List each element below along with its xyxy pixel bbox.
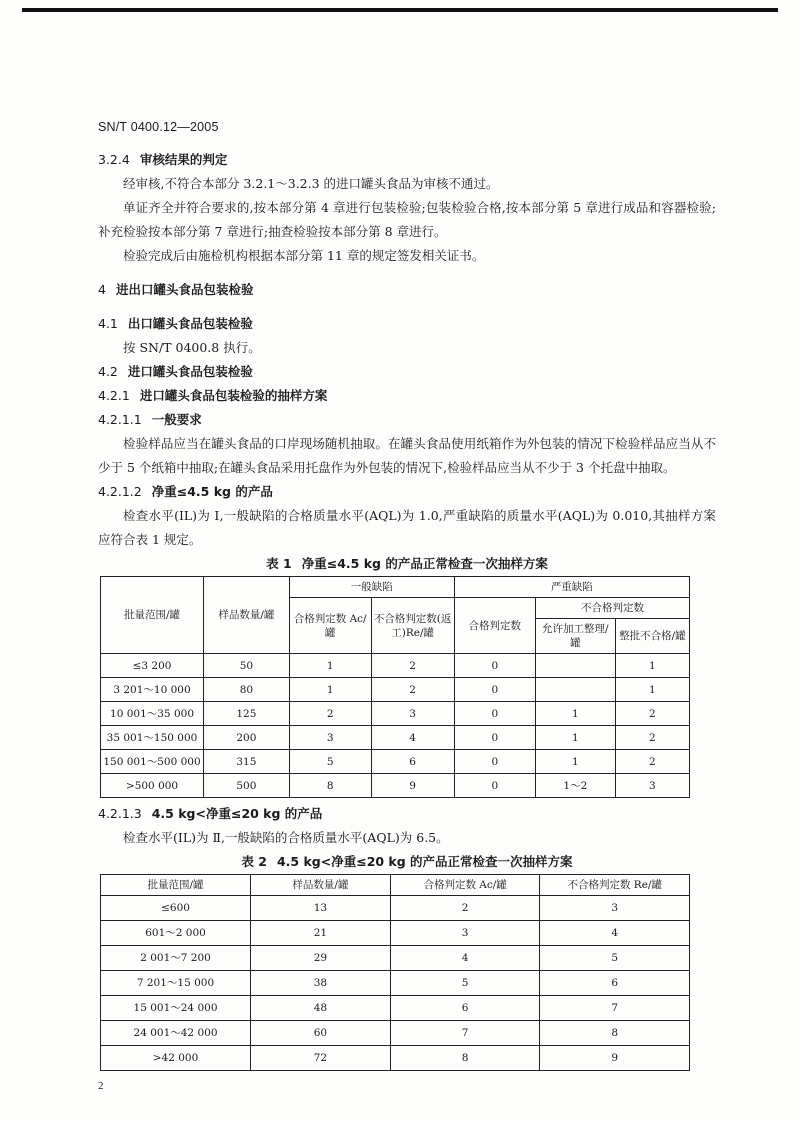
section-number: 3.2.4 [98, 152, 130, 167]
heading-4-2-1-3 [98, 802, 716, 826]
cell: >500 000 [101, 774, 204, 798]
cell: 10 001～35 000 [101, 702, 204, 726]
cell: 7 [390, 1021, 540, 1046]
cell: 4 [540, 921, 690, 946]
cell: 50 [204, 654, 290, 678]
cell: 4 [371, 726, 454, 750]
cell: 2 [390, 896, 540, 921]
table-2-caption [98, 850, 716, 874]
top-rule [22, 8, 778, 12]
table-label: 表 2 [241, 854, 267, 869]
cell: 5 [540, 946, 690, 971]
section-number: 4.2.1.3 [98, 806, 142, 821]
cell: 0 [454, 750, 535, 774]
cell: 1 [289, 654, 371, 678]
header-ac: 合格判定数 Ac/罐 [390, 875, 540, 896]
cell: 6 [371, 750, 454, 774]
table-title: 4.5 kg<净重≤20 kg 的产品正常检查一次抽样方案 [276, 854, 573, 869]
page-number: 2 [98, 1080, 104, 1092]
cell: 0 [454, 654, 535, 678]
cell: 2 [371, 654, 454, 678]
table-row [101, 971, 690, 996]
section-number: 4.2.1.2 [98, 484, 142, 499]
table-title: 净重≤4.5 kg 的产品正常检查一次抽样方案 [301, 556, 548, 571]
cell: 1 [615, 678, 689, 702]
cell: 125 [204, 702, 290, 726]
header-sample: 样品数量/罐 [251, 875, 391, 896]
cell: 72 [251, 1046, 391, 1071]
header-general-ac: 合格判定数 Ac/罐 [289, 598, 371, 654]
cell [535, 678, 615, 702]
heading-4-2 [98, 360, 716, 384]
table-1-caption [98, 552, 716, 576]
section-title: 一般要求 [151, 412, 202, 427]
cell: 150 001～500 000 [101, 750, 204, 774]
cell: 601～2 000 [101, 921, 251, 946]
cell: 2 [371, 678, 454, 702]
cell: 80 [204, 678, 290, 702]
table-row [101, 678, 690, 702]
table-row [101, 750, 690, 774]
section-number: 4.2.1.1 [98, 412, 142, 427]
section-title: 进口罐头食品包装检验 [127, 364, 253, 379]
cell: 5 [289, 750, 371, 774]
heading-4-2-1 [98, 384, 716, 408]
cell: 6 [390, 996, 540, 1021]
cell: 48 [251, 996, 391, 1021]
paragraph: 单证齐全并符合要求的,按本部分第 4 章进行包装检验;包装检验合格,按本部分第 5 章进行成品和容器检验;补充检验按本部分第 7 章进行;抽查检验按本部分第 8 章进行。 [98, 200, 716, 239]
cell: 0 [454, 726, 535, 750]
cell: 0 [454, 774, 535, 798]
cell: 0 [454, 702, 535, 726]
paragraph: 检查水平(IL)为 Ⅱ,一般缺陷的合格质量水平(AQL)为 6.5。 [123, 830, 449, 845]
cell: 24 001～42 000 [101, 1021, 251, 1046]
cell: 5 [390, 971, 540, 996]
cell: 1 [535, 750, 615, 774]
section-number: 4.2.1 [98, 388, 130, 403]
cell: 7 201～15 000 [101, 971, 251, 996]
cell: 2 [615, 726, 689, 750]
heading-4-1 [98, 312, 716, 336]
header-severe-re: 不合格判定数 [535, 598, 689, 619]
table-row [101, 946, 690, 971]
paragraph: 按 SN/T 0400.8 执行。 [123, 340, 261, 355]
table-row [101, 726, 690, 750]
section-title: 净重≤4.5 kg 的产品 [151, 484, 273, 499]
header-sample: 样品数量/罐 [204, 577, 290, 654]
table-2 [100, 874, 690, 1071]
cell: 2 [289, 702, 371, 726]
cell: 3 [390, 921, 540, 946]
section-number: 4.2 [98, 364, 118, 379]
cell: 200 [204, 726, 290, 750]
cell: 1 [289, 678, 371, 702]
table-row [101, 1046, 690, 1071]
section-title: 4.5 kg<净重≤20 kg 的产品 [151, 806, 323, 821]
cell: ≤3 200 [101, 654, 204, 678]
heading-4-2-1-2 [98, 480, 716, 504]
cell: 500 [204, 774, 290, 798]
cell: 6 [540, 971, 690, 996]
paragraph: 检查水平(IL)为 Ⅰ,一般缺陷的合格质量水平(AQL)为 1.0,严重缺陷的质量水平(AQL)为 0.010,其抽样方案应符合表 1 规定。 [98, 508, 716, 547]
section-number: 4 [98, 282, 106, 297]
cell [535, 654, 615, 678]
table-row [101, 774, 690, 798]
section-title: 进口罐头食品包装检验的抽样方案 [139, 388, 328, 403]
cell: 15 001～24 000 [101, 996, 251, 1021]
section-number: 4.1 [98, 316, 118, 331]
heading-4-2-1-1 [98, 408, 716, 432]
cell: >42 000 [101, 1046, 251, 1071]
header-severe: 严重缺陷 [454, 577, 689, 598]
cell: 21 [251, 921, 391, 946]
cell: 1 [535, 702, 615, 726]
header-general-re: 不合格判定数(返工)Re/罐 [371, 598, 454, 654]
cell: 13 [251, 896, 391, 921]
paragraph: 经审核,不符合本部分 3.2.1～3.2.3 的进口罐头食品为审核不通过。 [123, 176, 499, 191]
table-row [101, 654, 690, 678]
cell: 60 [251, 1021, 391, 1046]
cell: 2 001～7 200 [101, 946, 251, 971]
cell: 1～2 [535, 774, 615, 798]
paragraph: 检验样品应当在罐头食品的口岸现场随机抽取。在罐头食品使用纸箱作为外包装的情况下检验样品应当从不少于 5 个纸箱中抽取;在罐头食品采用托盘作为外包装的情况下,检验样品应当从不少于 3 个托盘中抽取。 [98, 436, 716, 475]
heading-3-2-4 [98, 148, 716, 172]
table-row [101, 702, 690, 726]
cell: 1 [535, 726, 615, 750]
cell: 315 [204, 750, 290, 774]
cell: 3 [615, 774, 689, 798]
header-re: 不合格判定数 Re/罐 [540, 875, 690, 896]
table-label: 表 1 [266, 556, 292, 571]
table-1 [100, 576, 690, 798]
section-title: 进出口罐头食品包装检验 [115, 282, 254, 297]
cell: 3 [371, 702, 454, 726]
paragraph: 检验完成后由施检机构根据本部分第 11 章的规定签发相关证书。 [123, 248, 485, 263]
header-lot: 批量范围/罐 [101, 577, 204, 654]
table-row [101, 996, 690, 1021]
cell: 3 [289, 726, 371, 750]
heading-4 [98, 278, 716, 302]
section-title: 出口罐头食品包装检验 [127, 316, 253, 331]
cell: ≤600 [101, 896, 251, 921]
cell: 3 201～10 000 [101, 678, 204, 702]
cell: 8 [289, 774, 371, 798]
table-row [101, 896, 690, 921]
cell: 1 [615, 654, 689, 678]
cell: 3 [540, 896, 690, 921]
table-row [101, 921, 690, 946]
table-row [101, 1021, 690, 1046]
cell: 35 001～150 000 [101, 726, 204, 750]
header-lot: 批量范围/罐 [101, 875, 251, 896]
cell: 9 [540, 1046, 690, 1071]
standard-number: SN/T 0400.12—2005 [98, 120, 219, 134]
cell: 9 [371, 774, 454, 798]
header-severe-reject: 整批不合格/罐 [615, 619, 689, 654]
cell: 4 [390, 946, 540, 971]
cell: 8 [390, 1046, 540, 1071]
header-general: 一般缺陷 [289, 577, 454, 598]
cell: 2 [615, 702, 689, 726]
page-content [98, 148, 716, 1071]
cell: 2 [615, 750, 689, 774]
cell: 29 [251, 946, 391, 971]
cell: 8 [540, 1021, 690, 1046]
cell: 38 [251, 971, 391, 996]
section-title: 审核结果的判定 [139, 152, 228, 167]
cell: 0 [454, 678, 535, 702]
cell: 7 [540, 996, 690, 1021]
header-severe-rework: 允许加工整理/罐 [535, 619, 615, 654]
header-severe-ac: 合格判定数 [454, 598, 535, 654]
